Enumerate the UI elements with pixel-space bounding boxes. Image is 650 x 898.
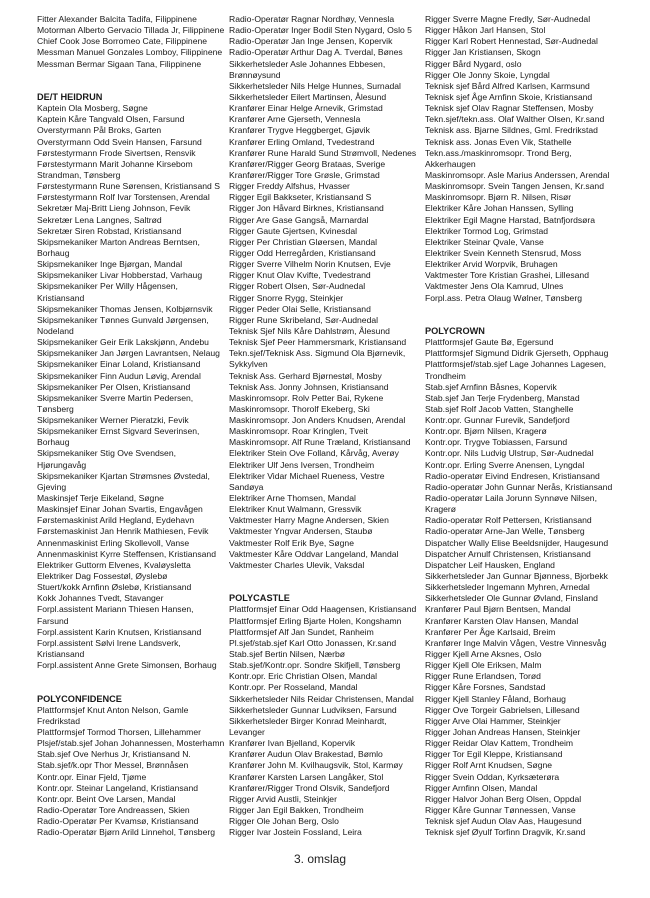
section-heading: DE/T HEIDRUN	[37, 91, 103, 102]
crew-entry: Elektriker Svein Kenneth Stensrud, Moss	[425, 247, 582, 258]
crew-entry: Radio-Operatør Per Kvamsø, Kristiansand	[37, 816, 199, 827]
crew-entry: Sekretær Maj-Britt Lieng Johnson, Fevik	[37, 203, 191, 214]
crew-entry: Sikkerhetsleder Nils Reidar Christensen, Mandal	[229, 693, 414, 704]
crew-entry: Vaktmester Rolf Erik Bye, Søgne	[229, 537, 354, 548]
crew-entry: Sikkerhetsleder Asle Johannes Ebbesen,	[229, 58, 386, 69]
crew-entry: Elektriker Steinar Qvale, Vanse	[425, 236, 544, 247]
crew-entry: Førstestyrmann Frode Sivertsen, Rensvik	[37, 147, 196, 158]
crew-entry: Annenmaskinist Erling Skollevoll, Vanse	[37, 537, 190, 548]
crew-entry: Kontr.opr. Beint Ove Larsen, Mandal	[37, 793, 176, 804]
crew-entry: Radio-Operatør Bjørn Arild Linnehol, Tønsberg	[37, 827, 216, 838]
crew-entry: Elektriker Arvid Worpvik, Bruhagen	[425, 259, 558, 270]
crew-entry: Forpl.assistent Sølvi Irene Landsverk,	[37, 637, 181, 648]
crew-entry: Gjeving	[37, 481, 67, 492]
crew-entry: Farsund	[37, 615, 69, 626]
crew-entry: Overstyrmann Odd Svein Hansen, Farsund	[37, 136, 202, 147]
spacer	[37, 671, 219, 682]
crew-entry: Kontr.opr. Nils Ludvig Ulstrup, Sør-Audnedal	[425, 448, 594, 459]
crew-entry: Førstestyrmann Marit Johanne Kirsebom	[37, 158, 193, 169]
crew-entry: Teknisk sjef Åge Arnfinn Skoie, Kristiansand	[425, 91, 593, 102]
crew-entry: Radio-operatør Eivind Endresen, Kristiansand	[425, 470, 600, 481]
crew-entry: Førstemaskinist Arild Hegland, Eydehavn	[37, 515, 195, 526]
crew-entry: Pl.sjef/stab.sjef Karl Otto Jonassen, Kr.sand	[229, 637, 397, 648]
crew-entry: Dispatcher Wally Elise Beeldsnijder, Haugesund	[425, 537, 609, 548]
crew-entry: Rigger Are Gase Gangså, Marnardal	[229, 214, 369, 225]
crew-entry: Elektriker Stein Ove Folland, Kårvåg, Averøy	[229, 448, 399, 459]
crew-entry: Rigger Håkon Jarl Hansen, Stol	[425, 25, 546, 36]
crew-entry: Maskinsjef Einar Johan Svartis, Engavågen	[37, 504, 203, 515]
crew-entry: Rigger Rolf Arnt Knudsen, Søgne	[425, 760, 553, 771]
crew-entry: Chief Cook Jose Borromeo Cate, Filippinene	[37, 36, 208, 47]
section-heading: POLYCROWN	[425, 325, 485, 336]
crew-entry: Rigger Johan Andreas Hansen, Steinkjer	[425, 727, 581, 737]
crew-entry: Skipsmekaniker Geir Erik Lakskjønn, Andebu	[37, 337, 209, 348]
crew-entry: Rigger Rune Skribeland, Sør-Audnedal	[229, 314, 379, 325]
crew-entry: Rigger Odd Herregården, Kristiansand	[229, 247, 376, 258]
crew-entry: Dispatcher Arnulf Christensen, Kristiansand	[425, 548, 591, 559]
crew-entry: Rigger Robert Olsen, Sør-Audnedal	[229, 281, 366, 292]
crew-entry: Rigger Knut Olav Kvifte, Tvedestrand	[229, 270, 371, 281]
crew-entry: Rigger Reidar Olav Kattem, Trondheim	[425, 738, 574, 749]
spacer	[229, 582, 419, 593]
crew-entry: Rigger Kjell Arne Aksnes, Oslo	[425, 649, 542, 660]
crew-entry: Kontr.opr. Per Rosseland, Mandal	[229, 682, 358, 693]
crew-entry: Plattformsjef/stab.sjef Lage Johannes Lagesen,	[425, 359, 607, 370]
crew-entry: Rigger Ole Johan Berg, Oslo	[229, 816, 339, 827]
crew-entry: Skipsmekaniker Ernst Sigvard Severinsen,	[37, 426, 200, 437]
crew-entry: Vaktmester Yngvar Andersen, Staubø	[229, 526, 373, 537]
crew-entry: Sikkerhetsleder Ole Gunnar Øvland, Finsland	[425, 593, 598, 604]
crew-entry: Kranfører Arne Gjerseth, Vennesla	[229, 114, 361, 125]
crew-entry: Maskinsjef Terje Eikeland, Søgne	[37, 493, 164, 504]
crew-entry: Vaktmester Kåre Oddvar Langeland, Mandal	[229, 548, 399, 559]
crew-entry: Elektriker Dag Fossestøl, Øyslebø	[37, 571, 168, 582]
crew-entry: Sykkylven	[229, 359, 268, 370]
crew-entry: Stab.sjef Jan Terje Frydenberg, Manstad	[425, 392, 580, 403]
crew-entry: Vaktmester Jens Ola Kamrud, Ulnes	[425, 281, 564, 292]
crew-entry: Messman Manuel Gonzales Lomboy, Filippinene	[37, 47, 223, 58]
crew-entry: Vaktmester Harry Magne Andersen, Skien	[229, 515, 389, 526]
crew-entry: Kranfører Einar Helge Arnevik, Grimstad	[229, 103, 383, 114]
crew-entry: Hjørungavåg	[37, 459, 87, 470]
crew-entry: Tekn.sjef/Teknisk Ass. Sigmund Ola Bjørnevik,	[229, 348, 406, 359]
crew-entry: Skipsmekaniker Per Olsen, Kristiansand	[37, 381, 191, 392]
crew-entry: Kristiansand	[37, 292, 85, 303]
crew-entry: Rigger Gaute Gjertsen, Kvinesdal	[229, 225, 358, 236]
crew-entry: Kranfører/Rigger Tore Grøsle, Grimstad	[229, 169, 380, 180]
crew-entry: Annenmaskinist Kyrre Steffensen, Kristiansand	[37, 548, 216, 559]
spacer	[425, 304, 635, 315]
crew-entry: Stab.sjef/k.opr Thor Messel, Brønnåsen	[37, 760, 189, 771]
crew-entry: Teknisk sjef Øyulf Torfinn Dragvik, Kr.sand	[425, 827, 586, 838]
crew-entry: Stuert/kokk Arnfinn Øslebø, Kristiansand	[37, 582, 192, 593]
crew-entry: Teknisk ass. Jonas Even Vik, Stathelle	[425, 136, 572, 147]
crew-entry: Førstemaskinist Jan Henrik Mathiesen, Fevik	[37, 526, 209, 537]
crew-entry: Rigger Kjell Stanley Fåland, Borhaug	[425, 693, 566, 704]
spacer	[37, 70, 219, 81]
crew-entry: Kokk Johannes Tvedt, Stavanger	[37, 593, 164, 604]
spacer	[37, 682, 219, 693]
crew-entry: Teknisk sjef Bård Alfred Karlsen, Karmsund	[425, 80, 590, 91]
crew-entry: Tekn.ass./maskinromsopr. Trond Berg,	[425, 147, 572, 158]
crew-entry: Plattformsjef Knut Anton Nelson, Gamle	[37, 704, 189, 715]
crew-entry: Kristiansand	[37, 649, 85, 660]
crew-entry: Radio-Operatør Inger Bodil Sten Nygard, Oslo 5	[229, 25, 412, 36]
crew-entry: Brønnøysund	[229, 69, 281, 80]
crew-entry: Skipsmekaniker Tønnes Gunvald Jørgensen,	[37, 314, 209, 325]
crew-entry: Kranfører Karsten Larsen Langåker, Stol	[229, 771, 384, 782]
crew-entry: Rigger Arnfinn Olsen, Mandal	[425, 782, 538, 793]
crew-entry: Kaptein Ola Mosberg, Søgne	[37, 103, 148, 114]
crew-entry: Kontr.opr. Steinar Langeland, Kristiansand	[37, 782, 199, 793]
crew-entry: Førstestyrmann Rolf Ivar Torstensen, Arendal	[37, 192, 210, 203]
crew-entry: Kranfører Per Åge Karlsaid, Breim	[425, 626, 556, 637]
crew-entry: Vaktmester Charles Ulevik, Vaksdal	[229, 559, 365, 570]
crew-entry: Kranfører Karsten Olav Hansen, Mandal	[425, 615, 579, 626]
crew-entry: Rigger Snorre Rygg, Steinkjer	[229, 292, 344, 303]
crew-entry: Kaptein Kåre Tangvald Olsen, Farsund	[37, 114, 185, 125]
crew-entry: Rigger Kåre Gunnar Tønnessen, Vanse	[425, 804, 576, 815]
crew-entry: Skipsmekaniker Kjartan Strømsnes Øvstedal,	[37, 470, 210, 481]
crew-entry: Borhaug	[37, 437, 70, 448]
crew-entry: Maskinromsopr. Asle Marius Anderssen, Arendal	[425, 169, 610, 180]
crew-entry: Kranfører/Rigger Trond Olsvik, Sandefjord	[229, 782, 390, 793]
crew-entry: Kontr.opr. Erling Sverre Anensen, Lyngdal	[425, 459, 585, 470]
crew-entry: Rigger Tor Egil Kleppe, Kristiansand	[425, 749, 563, 760]
crew-entry: Skipsmekaniker Finn Audun Løvig, Arendal	[37, 370, 201, 381]
section-heading: POLYCONFIDENCE	[37, 693, 122, 704]
crew-entry: Rigger Per Christian Gløersen, Mandal	[229, 236, 378, 247]
crew-entry: Sikkerhetsleder Ingemann Myhren, Arnedal	[425, 582, 590, 593]
crew-entry: Fitter Alexander Balcita Tadifa, Filippinene	[37, 14, 197, 24]
crew-entry: Forpl.ass. Petra Olaug Wølner, Tønsberg	[425, 292, 582, 303]
crew-entry: Kontr.opr. Bjørn Nilsen, Kragerø	[425, 426, 547, 437]
crew-entry: Sekretær Siren Robstad, Kristiansand	[37, 225, 182, 236]
crew-entry: Kranfører John M. Kvilhaugsvik, Stol, Karmøy	[229, 760, 403, 771]
crew-entry: Maskinromsopr. Jon Anders Knudsen, Arendal	[229, 415, 406, 426]
crew-entry: Kontr.opr. Gunnar Furevik, Sandefjord	[425, 415, 570, 426]
crew-entry: Messman Bermar Sigaan Tana, Filippinene	[37, 58, 202, 69]
crew-entry: Rigger Jon Håvard Birknes, Kristiansand	[229, 203, 384, 214]
crew-entry: Stab.sjef Rolf Jacob Vatten, Stanghelle	[425, 403, 574, 414]
crew-entry: Strandman, Tønsberg	[37, 169, 121, 180]
crew-entry: Teknisk Sjef Peer Hammersmark, Kristiansand	[229, 337, 407, 348]
crew-entry: Stab.sjef Arnfinn Båsnes, Kopervik	[425, 381, 557, 392]
crew-entry: Elektriker Egil Magne Harstad, Batnfjordsøra	[425, 214, 596, 225]
crew-entry: Skipsmekaniker Stig Ove Svendsen,	[37, 448, 176, 459]
crew-entry: Plattformsjef Gaute Bø, Egersund	[425, 337, 554, 348]
crew-entry: Maskinromsopr. Thorolf Ekeberg, Ski	[229, 403, 370, 414]
spacer	[229, 571, 419, 582]
crew-entry: Teknisk Sjef Nils Kåre Dahlstrøm, Ålesund	[229, 325, 390, 336]
crew-entry: Maskinromsopr. Svein Tangen Jensen, Kr.sand	[425, 181, 604, 192]
crew-entry: Teknisk Ass. Gerhard Bjørnestøl, Mosby	[229, 370, 382, 381]
crew-entry: Trondheim	[425, 370, 466, 381]
crew-entry: Radio-Operatør Arthur Dag A. Tverdal, Bønes	[229, 47, 403, 58]
crew-entry: Radio-Operatør Tore Andreassen, Skien	[37, 804, 190, 815]
crew-entry: Stab.sjef Ove Nerhus Jr, Kristiansand N.	[37, 749, 191, 760]
crew-entry: Levanger	[229, 727, 265, 737]
crew-entry: Skipsmekaniker Per Willy Hågensen,	[37, 281, 178, 292]
crew-entry: Rigger Jan Kristiansen, Skogn	[425, 47, 541, 58]
crew-entry: Sikkerhetsleder Eilert Martinsen, Ålesund	[229, 91, 387, 102]
crew-entry: Kranfører Ivan Bjelland, Kopervik	[229, 738, 356, 749]
crew-entry: Overstyrmann Pål Broks, Garten	[37, 125, 162, 136]
crew-entry: Skipsmekaniker Livar Hobberstad, Varhaug	[37, 270, 203, 281]
crew-entry: Teknisk sjef Audun Olav Aas, Haugesund	[425, 816, 582, 827]
crew-entry: Plattformsjef Sigmund Didrik Gjerseth, Opphaug	[425, 348, 609, 359]
crew-entry: Kranfører Inge Malvin Vågen, Vestre Vinnesvåg	[425, 637, 607, 648]
crew-entry: Rigger Rune Erlandsen, Torød	[425, 671, 541, 682]
crew-entry: Skipsmekaniker Thomas Jensen, Kolbjørnsvik	[37, 303, 213, 314]
crew-entry: Kranfører Trygve Heggberget, Gjøvik	[229, 125, 370, 136]
crew-entry: Plattformsjef Alf Jan Sundet, Ranheim	[229, 626, 374, 637]
crew-entry: Elektriker Knut Walmann, Gressvik	[229, 504, 362, 515]
spacer	[37, 81, 219, 92]
crew-entry: Stab.sjef Bertin Nilsen, Nærbø	[229, 649, 346, 660]
column-right	[425, 14, 635, 838]
crew-entry: Radio-operatør Laila Jorunn Synnøve Nilsen,	[425, 493, 597, 504]
crew-entry: Sandøya	[229, 481, 264, 492]
crew-entry: Tønsberg	[37, 403, 74, 414]
crew-entry: Rigger Sverre Vilhelm Norin Knutsen, Evje	[229, 259, 391, 270]
crew-entry: Plattformsjef Erling Bjarte Holen, Kongshamn	[229, 615, 402, 626]
crew-entry: Kragerø	[425, 504, 457, 515]
crew-entry: Skipsmekaniker Marton Andreas Berntsen,	[37, 236, 200, 247]
crew-entry: Maskinromsopr. Alf Rune Træland, Kristiansand	[229, 437, 411, 448]
spacer	[425, 315, 635, 326]
column-middle	[229, 14, 419, 838]
crew-entry: Plattformsjef Einar Odd Haagensen, Kristiansand	[229, 604, 417, 615]
crew-entry: Kranfører Audun Olav Brakestad, Bømlo	[229, 749, 383, 760]
crew-entry: Teknisk ass. Bjarne Sildnes, Gml. Fredrikstad	[425, 125, 598, 136]
crew-entry: Rigger Sverre Magne Fredly, Sør-Audnedal	[425, 14, 591, 24]
crew-entry: Radio-operatør Rolf Pettersen, Kristiansand	[425, 515, 592, 526]
crew-entry: Rigger Kåre Forsnes, Sandstad	[425, 682, 546, 693]
crew-entry: Kontr.opr. Einar Fjeld, Tjøme	[37, 771, 147, 782]
crew-entry: Tekn.sjef/tekn.ass. Olaf Walther Olsen, Kr.sand	[425, 114, 605, 125]
crew-entry: Kranfører Erling Omland, Tvedestrand	[229, 136, 375, 147]
crew-entry: Elektriker Arne Thomsen, Mandal	[229, 493, 356, 504]
crew-entry: Maskinromsopr. Roar Kringlen, Tveit	[229, 426, 368, 437]
crew-entry: Sikkerhetsleder Nils Helge Hunnes, Surnadal	[229, 80, 401, 91]
section-heading: POLYCASTLE	[229, 593, 290, 604]
crew-entry: Elektriker Ulf Jens Iversen, Trondheim	[229, 459, 375, 470]
crew-entry: Rigger Peder Olai Selle, Kristiansand	[229, 303, 371, 314]
crew-entry: Forpl.assistent Mariann Thiesen Hansen,	[37, 604, 194, 615]
crew-entry: Teknisk sjef Olav Ragnar Steffensen, Mosby	[425, 103, 594, 114]
crew-entry: Rigger Arve Olai Hammer, Steinkjer	[425, 715, 561, 726]
crew-entry: Rigger Svein Oddan, Kyrksæterøra	[425, 771, 560, 782]
crew-entry: Rigger Kjell Ole Eriksen, Malm	[425, 660, 542, 671]
crew-entry: Radio-Operatør Ragnar Nordhøy, Vennesla	[229, 14, 395, 24]
crew-entry: Rigger Ove Torgeir Gabrielsen, Lillesand	[425, 704, 580, 715]
crew-entry: Skipsmekaniker Sverre Martin Pedersen,	[37, 392, 194, 403]
crew-entry: Sikkerhetsleder Birger Konrad Meinhardt,	[229, 715, 387, 726]
crew-entry: Plsjef/stab.sjef Johan Johannessen, Mosterhamn	[37, 738, 225, 749]
crew-entry: Skipsmekaniker Werner Pieratzki, Fevik	[37, 415, 189, 426]
crew-entry: Rigger Arvid Austli, Steinkjer	[229, 793, 337, 804]
crew-entry: Teknisk Ass. Jonny Johnsen, Kristiansand	[229, 381, 389, 392]
crew-entry: Sikkerhetsleder Jan Gunnar Bjønness, Bjorbekk	[425, 571, 608, 582]
crew-entry: Motorman Alberto Gervacio Tillada Jr, Filippinene	[37, 25, 225, 36]
crew-entry: Kontr.opr. Trygve Tobiassen, Farsund	[425, 437, 568, 448]
crew-entry: Fredrikstad	[37, 715, 80, 726]
crew-entry: Maskinromsopr. Rolv Petter Bai, Rykene	[229, 392, 384, 403]
crew-entry: Stab.sjef/Kontr.opr. Sondre Skifjell, Tønsberg	[229, 660, 401, 671]
crew-entry: Forpl.assistent Karin Knutsen, Kristiansand	[37, 626, 202, 637]
crew-entry: Førstestyrmann Rune Sørensen, Kristiansand S	[37, 181, 220, 192]
crew-entry: Rigger Egil Bakkseter, Kristiansand S	[229, 192, 372, 203]
crew-entry: Rigger Bård Nygard, oslo	[425, 58, 522, 69]
crew-entry: Skipsmekaniker Jan Jørgen Lavrantsen, Nelaug	[37, 348, 220, 359]
crew-entry: Elektriker Kåre Johan Hanssen, Sylling	[425, 203, 574, 214]
crew-entry: Elektriker Guttorm Elvenes, Kvaløysletta	[37, 559, 191, 570]
column-left	[37, 14, 225, 838]
crew-entry: Skipsmekaniker Inge Bjørgan, Mandal	[37, 259, 183, 270]
crew-entry: Elektriker Tormod Log, Grimstad	[425, 225, 549, 236]
crew-entry: Maskinromsopr. Bjørn R. Nilsen, Risør	[425, 192, 572, 203]
crew-entry: Borhaug	[37, 247, 70, 258]
crew-entry: Rigger Ole Jonny Skoie, Lyngdal	[425, 69, 550, 80]
crew-entry: Rigger Halvor Johan Berg Olsen, Oppdal	[425, 793, 582, 804]
crew-entry: Forpl.assistent Anne Grete Simonsen, Borhaug	[37, 660, 217, 671]
crew-entry: Rigger Karl Robert Hennestad, Sør-Audnedal	[425, 36, 598, 47]
crew-entry: Rigger Ivar Jostein Fossland, Leira	[229, 827, 362, 838]
crew-entry: Dispatcher Leif Hausken, England	[425, 559, 555, 570]
crew-entry: Rigger Jan Egil Bakken, Trondheim	[229, 804, 364, 815]
crew-entry: Sikkerhetsleder Gunnar Ludviksen, Farsund	[229, 704, 397, 715]
crew-entry: Akkerhaugen	[425, 158, 476, 169]
crew-entry: Kontr.opr. Eric Christian Olsen, Mandal	[229, 671, 378, 682]
crew-entry: Skipsmekaniker Einar Loland, Kristiansand	[37, 359, 201, 370]
crew-entry: Radio-Operatør Jan Inge Jensen, Kopervik	[229, 36, 393, 47]
crew-entry: Vaktmester Tore Kristian Grashei, Lillesand	[425, 270, 589, 281]
crew-entry: Radio-operatør Arne-Jan Welle, Tønsberg	[425, 526, 585, 537]
crew-entry: Sekretær Lena Langnes, Saltrød	[37, 214, 162, 225]
crew-entry: Plattformsjef Tormod Thorsen, Lillehammer	[37, 727, 201, 737]
crew-entry: Radio-operatør John Gunnar Nerås, Kristiansand	[425, 481, 613, 492]
crew-entry: Nodeland	[37, 325, 74, 336]
crew-entry: Kranfører/Rigger Georg Brataas, Sverige	[229, 158, 386, 169]
crew-entry: Rigger Freddy Alfshus, Hvasser	[229, 181, 350, 192]
page-footer-label: 3. omslag	[294, 852, 347, 866]
crew-entry: Kranfører Rune Harald Sund Strømvoll, Nedenes	[229, 147, 417, 158]
crew-entry: Elektriker Vidar Michael Rueness, Vestre	[229, 470, 385, 481]
crew-entry: Kranfører Paul Bjørn Bentsen, Mandal	[425, 604, 571, 615]
